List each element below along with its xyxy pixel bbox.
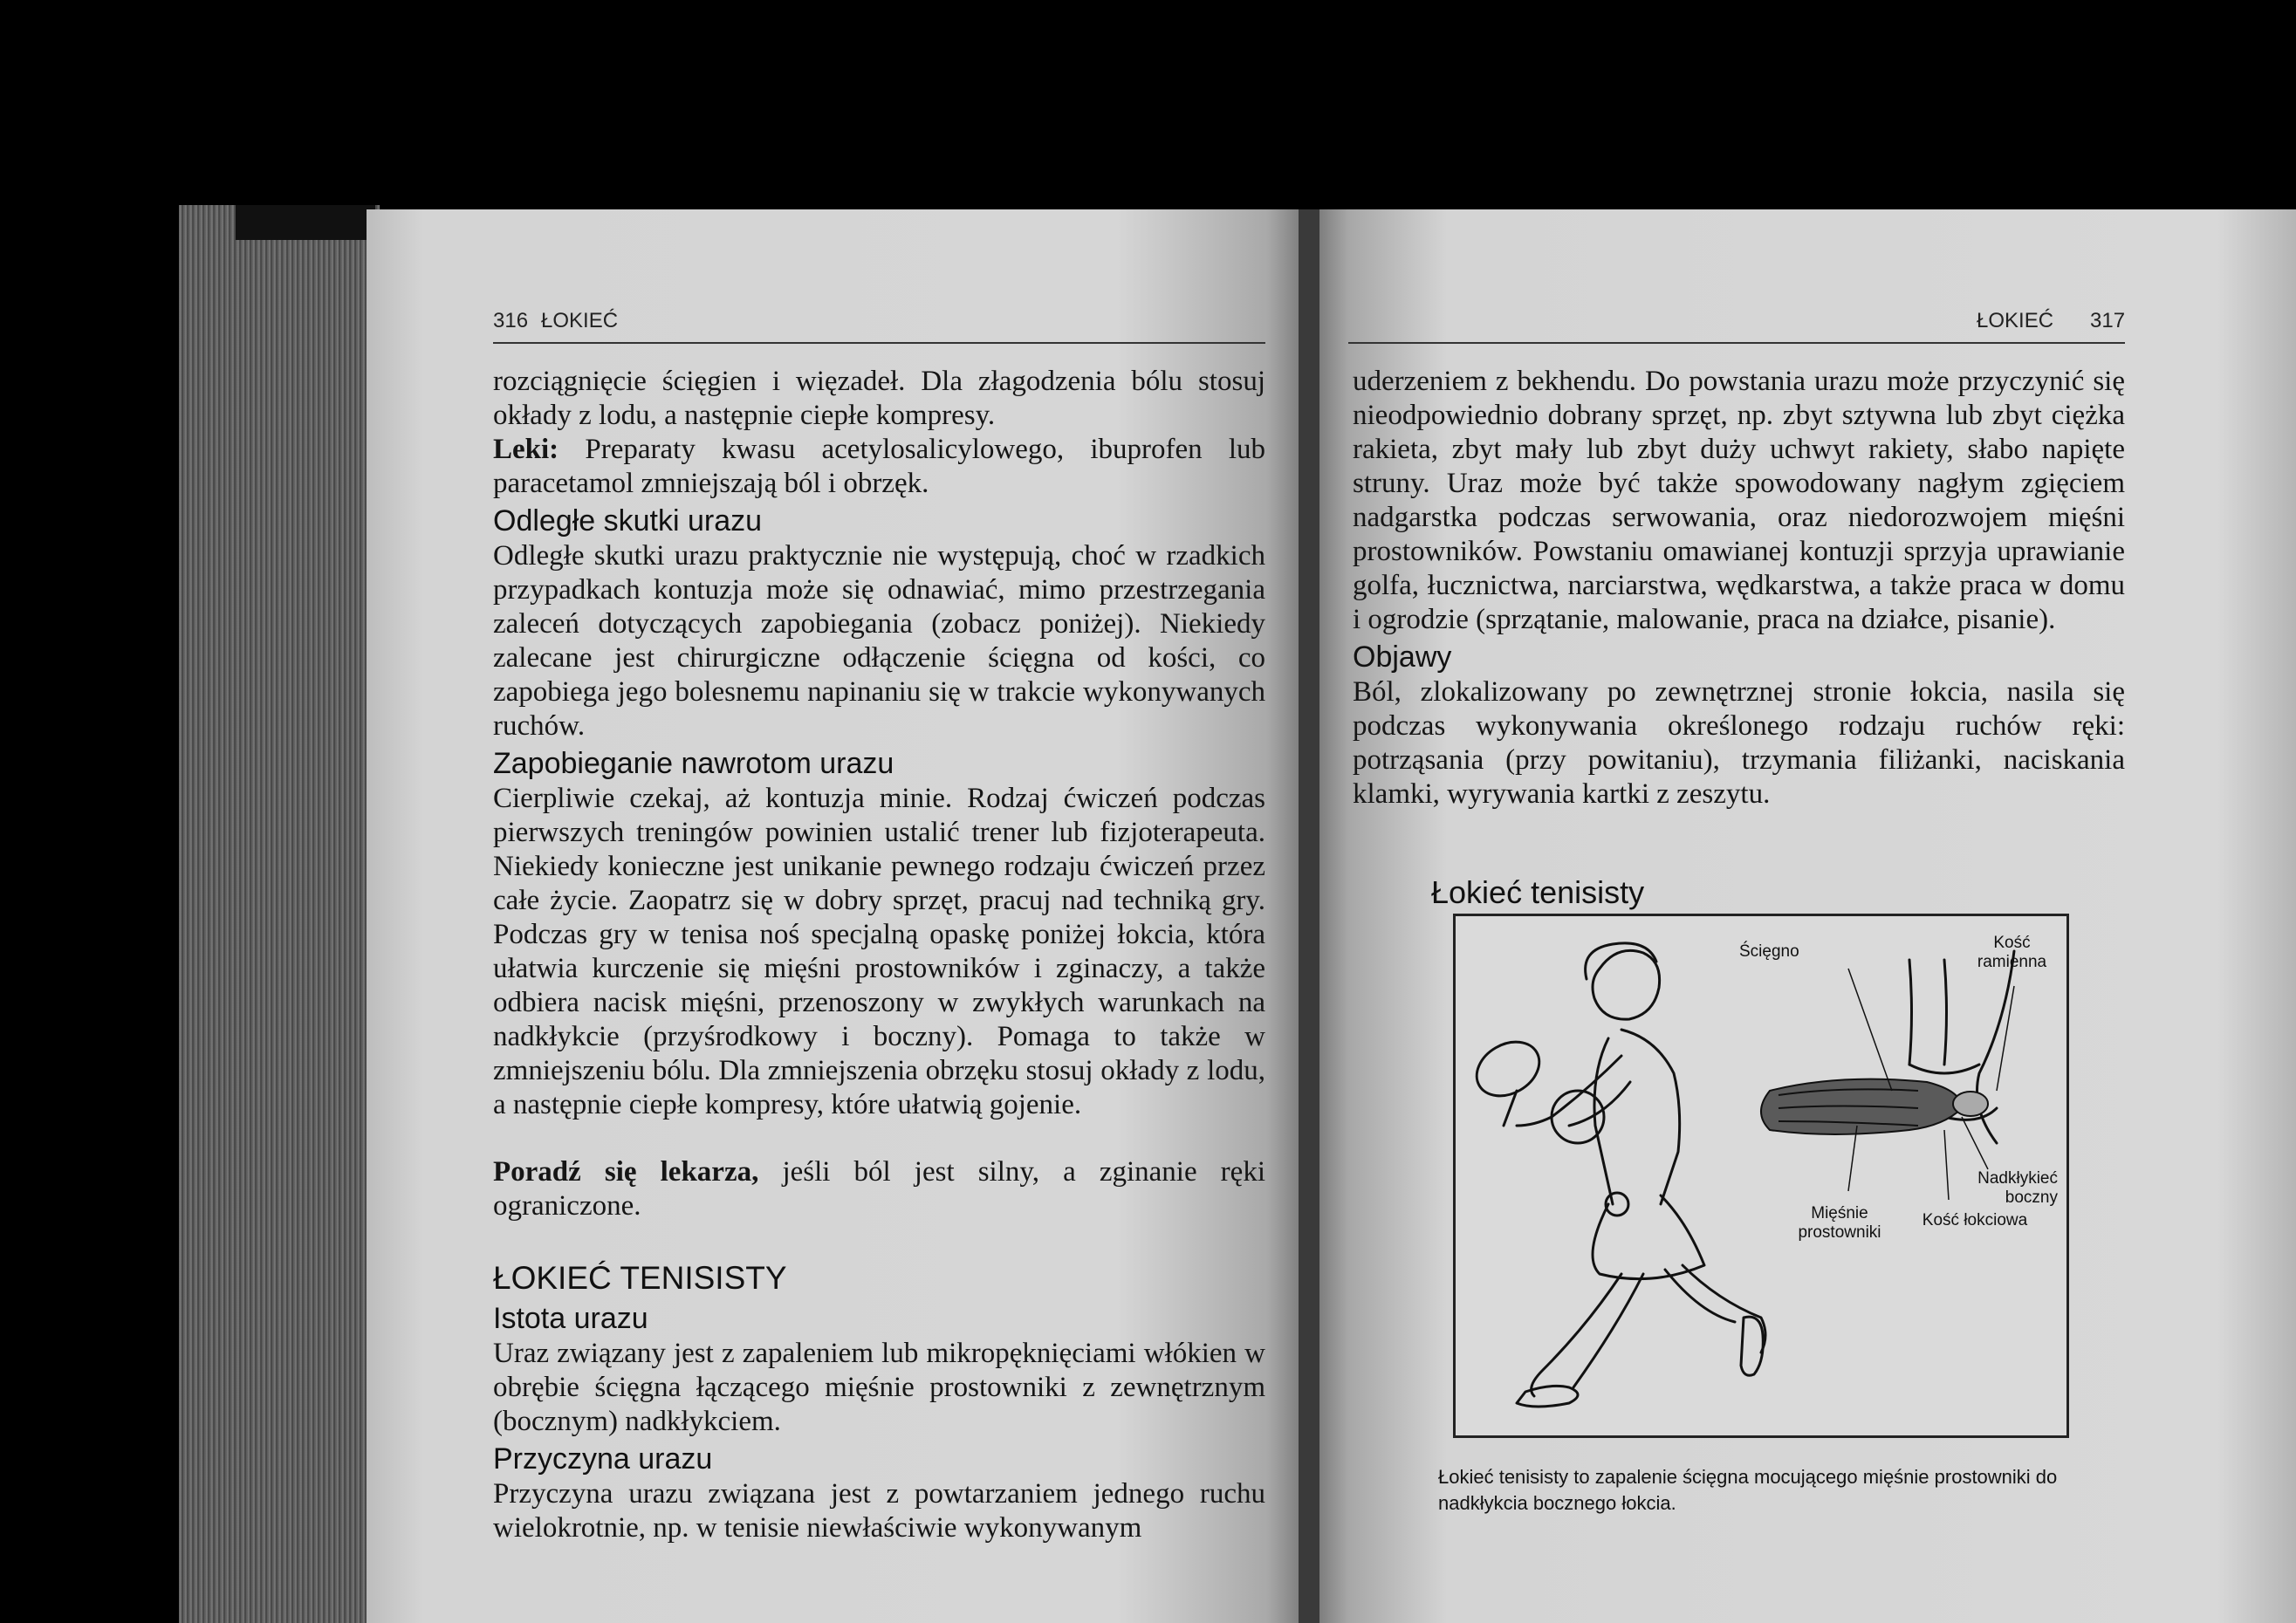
book-page-edges xyxy=(179,205,380,1623)
left-head-rule xyxy=(493,342,1265,344)
heading-objawy: Objawy xyxy=(1353,640,1452,674)
heading-zapobieganie: Zapobieganie nawrotom urazu xyxy=(493,747,894,780)
heading-istota: Istota urazu xyxy=(493,1302,648,1335)
label-sciegno: Ścięgno xyxy=(1739,942,1799,961)
przyczyna-text: Przyczyna urazu związana jest z powtarzaniem jednego ruchu wielokrotnie, np. w tenisie niewłaściwie wykonywanym xyxy=(493,1478,1265,1544)
book-gutter xyxy=(1299,209,1319,1623)
left-running-head: ŁOKIEĆ xyxy=(541,309,619,332)
label-kosc-lokciowa: Kość łokciowa xyxy=(1922,1211,2028,1229)
book-shadow xyxy=(236,205,375,240)
leki-label: Leki: xyxy=(493,434,559,465)
heading-przyczyna: Przyczyna urazu xyxy=(493,1442,713,1476)
leki-text: Preparaty kwasu acetylosalicylowego, ibuprofen lub paracetamol zmniejszają ból i obrzęk. xyxy=(493,434,1266,499)
right-para-1: uderzeniem z bekhendu. Do powstania urazu może przyczynić się nieodpowiednio dobrany sprzęt, np. zbyt sztywna lub zbyt ciężka rakieta, zbyt mały lub zbyt duży uchwyt rakiety, słabo napięte struny. Uraz może być także spowodowany nagłym zgięciem nadgarstka podczas serwowania, oraz niedorozwojem mięśni prostowników. Powstaniu omawianej kontuzji sprzyja uprawianie golfa, łucznictwa, narciarstwa, wędkarstwa, a także praca w domu i ogrodzie (sprzątanie, malowanie, praca na działce, pisanie). xyxy=(1353,366,2125,635)
left-leki-para xyxy=(493,433,1265,501)
section-title-lokiec-tenisisty: ŁOKIEĆ TENISISTY xyxy=(493,1260,787,1296)
label-kosc-ramienna: Kość ramienna xyxy=(1977,934,2047,971)
porada-text: jeśli ból jest silny, a zginanie ręki ograniczone. xyxy=(493,1156,1265,1222)
label-nadklykiec-boczny: Nadkłykieć boczny xyxy=(1977,1169,2058,1207)
left-page-number: 316 xyxy=(493,309,529,332)
figure-illustration xyxy=(1453,914,2069,1438)
porada-para xyxy=(493,1155,1265,1223)
left-page-text xyxy=(493,365,1265,1545)
right-head-rule xyxy=(1348,342,2125,344)
porada-label: Poradź się lekarza, xyxy=(493,1156,759,1188)
right-page-text xyxy=(1353,365,2125,812)
right-page-number: 317 xyxy=(2090,309,2126,332)
heading-odlegle-skutki: Odległe skutki urazu xyxy=(493,504,763,538)
right-running-head: ŁOKIEĆ xyxy=(1977,309,2054,332)
objawy-text: Ból, zlokalizowany po zewnętrznej stronie łokcia, nasila się podczas wykonywania określonego rodzaju ruchów ręki: potrząsania (przy powitaniu), trzymania filiżanki, naciskania klamki, wyrywania kartki z zeszytu. xyxy=(1353,676,2125,810)
left-para-1: rozciągnięcie ścięgien i więzadeł. Dla złagodzenia bólu stosuj okłady z lodu, a następnie ciepłe kompresy. xyxy=(493,366,1265,431)
odlegle-text: Odległe skutki urazu praktycznie nie występują, choć w rzadkich przypadkach kontuzja może się odnawiać, mimo przestrzegania zaleceń dotyczących zapobiegania (zobacz poniżej). Niekiedy zalecane jest chirurgiczne odłączenie ścięgna od kości, co zapobiega jego bolesnemu napinaniu się w trakcie wykonywanych ruchów. xyxy=(493,540,1265,742)
istota-text: Uraz związany jest z zapaleniem lub mikropęknięciami włókien w obrębie ścięgna łączącego mięśnie prostowniki z zewnętrznym (bocznym) nadkłykciem. xyxy=(493,1338,1265,1437)
zapobieganie-text: Cierpliwie czekaj, aż kontuzja minie. Rodzaj ćwiczeń podczas pierwszych treningów powinien ustalić trener lub fizjoterapeuta. Niekiedy konieczne jest unikanie pewnego rodzaju ćwiczeń przez całe życie. Zaopatrz się w dobry sprzęt, pracuj nad techniką gry. Podczas gry w tenisa noś specjalną opaskę poniżej łokcia, która ułatwia kurczenie się mięśni prostowników i zginaczy, a także odbiera nacisk mięśni, przenoszony w zwykłych warunkach na nadkłykcie (przyśrodkowy i boczny). Pomaga to także w zmniejszeniu bólu. Dla zmniejszenia obrzęku stosuj okłady z lodu, a następnie ciepłe kompresy, które ułatwią gojenie. xyxy=(493,783,1265,1120)
label-miesnie-prostowniki: Mięśnie prostowniki xyxy=(1798,1204,1881,1242)
figure-title: Łokieć tenisisty xyxy=(1431,874,1645,910)
figure-caption: Łokieć tenisisty to zapalenie ścięgna mocującego mięśnie prostowniki do nadkłykcia bocznego łokcia. xyxy=(1438,1466,2058,1514)
